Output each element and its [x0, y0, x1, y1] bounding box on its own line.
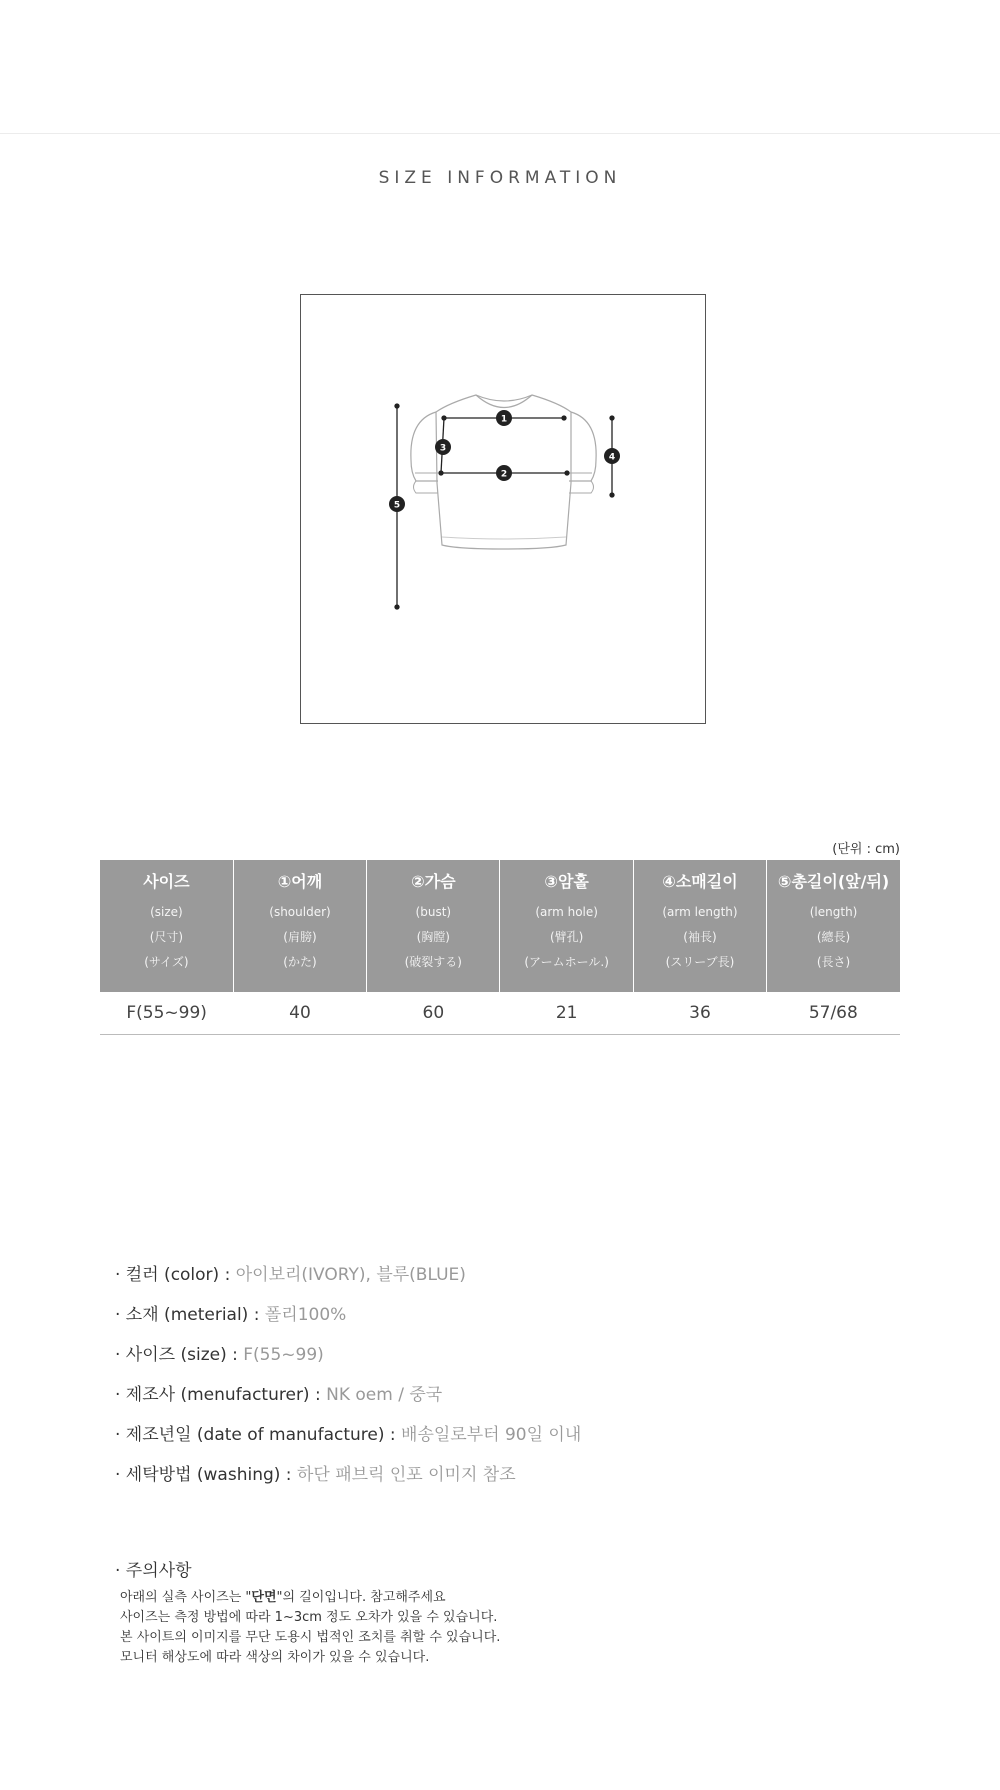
tshirt-measurement-illustration — [301, 295, 707, 725]
tshirt-left-sleeve — [411, 412, 438, 481]
product-info-list — [115, 1260, 581, 1500]
unit-label: (단위 : cm) — [832, 842, 900, 857]
marker-5 — [389, 496, 405, 512]
header-bust: ②가슴 (bust) (胸膛) (破裂する) — [367, 860, 500, 992]
size-diagram — [300, 294, 706, 724]
header-length: ⑤총길이(앞/뒤) (length) (總長) (長さ) — [767, 860, 900, 992]
marker-2 — [496, 465, 512, 481]
info-manufacturer: · 제조사 (menufacturer) : NK oem / 중국 — [115, 1385, 443, 1405]
svg-text:1: 1 — [500, 414, 508, 425]
marker-4 — [604, 448, 620, 464]
svg-text:2: 2 — [500, 469, 508, 480]
notice-line-3: 본 사이트의 이미지를 무단 도용시 법적인 조치를 취할 수 있습니다. — [120, 1630, 501, 1645]
info-color: · 컬러 (color) : 아이보리(IVORY), 블루(BLUE) — [115, 1265, 466, 1285]
table-row — [100, 992, 900, 1035]
info-date-of-manufacture: · 제조년일 (date of manufacture) : 배송일로부터 90일 이내 — [115, 1425, 582, 1445]
notice-line-2: 사이즈는 측정 방법에 따라 1~3cm 정도 오차가 있을 수 있습니다. — [120, 1610, 498, 1625]
notice-line-4: 모니터 해상도에 따라 색상의 차이가 있을 수 있습니다. — [120, 1650, 430, 1665]
marker-3 — [435, 439, 451, 455]
header-armhole: ③암홀 (arm hole) (臂孔) (アームホール.) — [500, 860, 633, 992]
cell-armhole: 21 — [500, 992, 633, 1035]
section-title: SIZE INFORMATION — [378, 168, 622, 188]
cell-size: F(55~99) — [100, 992, 233, 1035]
notice-text — [120, 1588, 500, 1668]
notice-line-1: 아래의 실측 사이즈는 "단면"의 길이입니다. 참고해주세요 — [120, 1590, 446, 1605]
tshirt-right-sleeve — [569, 412, 596, 481]
cell-bust: 60 — [367, 992, 500, 1035]
info-washing: · 세탁방법 (washing) : 하단 패브릭 인포 이미지 참조 — [115, 1465, 516, 1485]
header-shoulder: ①어깨 (shoulder) (肩膀) (かた) — [233, 860, 366, 992]
cell-arm-length: 36 — [633, 992, 766, 1035]
top-divider — [0, 133, 1000, 134]
cell-length: 57/68 — [767, 992, 900, 1035]
cell-shoulder: 40 — [233, 992, 366, 1035]
size-table-header-row — [100, 860, 900, 992]
marker-1 — [496, 410, 512, 426]
tshirt-left-cuff — [414, 473, 439, 493]
svg-text:3: 3 — [439, 443, 447, 454]
header-arm-length: ④소매길이 (arm length) (袖長) (スリーブ長) — [633, 860, 766, 992]
tshirt-right-cuff — [569, 473, 594, 493]
header-size: 사이즈 (size) (尺寸) (サイズ) — [100, 860, 233, 992]
svg-text:4: 4 — [608, 452, 616, 463]
size-table — [100, 860, 900, 1035]
info-size: · 사이즈 (size) : F(55~99) — [115, 1345, 324, 1365]
info-material: · 소재 (meterial) : 폴리100% — [115, 1305, 347, 1325]
svg-text:5: 5 — [393, 500, 401, 511]
notice-heading: · 주의사항 — [115, 1561, 192, 1581]
